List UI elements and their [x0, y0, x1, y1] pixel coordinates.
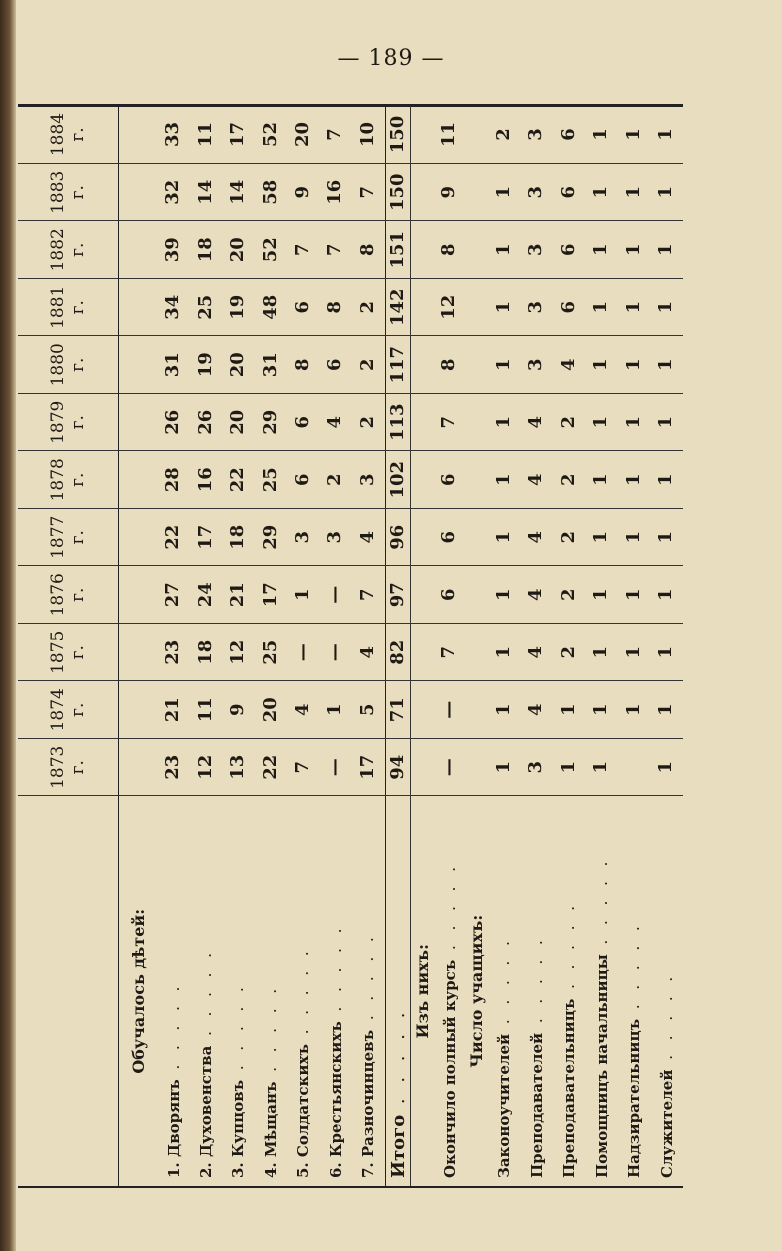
value-cell: 1	[651, 336, 684, 394]
value-cell: 33	[157, 106, 189, 164]
row-label-text: Законоучителей	[495, 1033, 514, 1178]
value-cell: 1	[586, 279, 619, 337]
completed-rows	[433, 106, 465, 1186]
value-cell: 8	[320, 279, 352, 337]
staff-row	[586, 106, 619, 1186]
leader-dots: . . . . .	[657, 971, 676, 1070]
value-cell: 6	[553, 106, 586, 164]
value-cell: 20	[255, 681, 287, 739]
value-cell: 6	[553, 164, 586, 222]
staff-rows	[488, 106, 683, 1186]
value-cell: 18	[190, 624, 222, 682]
value-cell: 3	[521, 164, 554, 222]
value-cell: 1	[618, 164, 651, 222]
value-cell: 5	[352, 681, 385, 739]
row-label-text: 4. Мѣщанъ	[261, 1081, 280, 1178]
value-cell: 1	[586, 221, 619, 279]
value-cell: 1	[488, 566, 521, 624]
value-cell: 27	[157, 566, 189, 624]
value-cell: 4	[287, 681, 319, 739]
row-label	[255, 796, 287, 1186]
value-cell: 17	[222, 106, 254, 164]
value-cell: 32	[157, 164, 189, 222]
row-label	[190, 796, 222, 1186]
value-cell: 28	[157, 451, 189, 509]
pupil-row	[255, 106, 287, 1186]
value-cell: 7	[352, 566, 385, 624]
year-header: 1875 г.	[18, 624, 119, 682]
year-header: 1873 г.	[18, 739, 119, 797]
row-label-text: Надзирательницъ	[625, 1018, 644, 1178]
value-cell: 117	[385, 336, 411, 394]
staff-row	[618, 106, 651, 1186]
value-cell: 24	[190, 566, 222, 624]
value-cell: 2	[553, 451, 586, 509]
total-rows	[385, 106, 411, 1186]
row-label-text: Помощницъ начальницы	[592, 954, 611, 1178]
row-label	[222, 796, 254, 1186]
value-cell: 6	[433, 451, 465, 509]
leader-dots: . . . . .	[495, 936, 514, 1034]
value-cell: 1	[651, 106, 684, 164]
value-cell: —	[320, 566, 352, 624]
value-cell: 1	[651, 566, 684, 624]
year-header: 1880 г.	[18, 336, 119, 394]
value-cell: 1	[488, 739, 521, 797]
value-cell: 11	[190, 681, 222, 739]
value-cell: 22	[222, 451, 254, 509]
value-cell: 34	[157, 279, 189, 337]
value-cell: 1	[618, 221, 651, 279]
value-cell: 17	[255, 566, 287, 624]
value-cell: 19	[190, 336, 222, 394]
value-cell: 1	[618, 279, 651, 337]
value-cell: 2	[553, 509, 586, 567]
value-cell: 151	[385, 221, 411, 279]
value-cell: —	[433, 739, 465, 797]
value-cell: 20	[222, 336, 254, 394]
value-cell: 94	[385, 739, 411, 797]
value-cell: 2	[352, 336, 385, 394]
value-cell: 1	[586, 566, 619, 624]
value-cell: 1	[586, 106, 619, 164]
section-heading-row	[119, 106, 158, 1186]
row-label	[586, 796, 619, 1186]
value-cell: 7	[320, 106, 352, 164]
value-cell: 11	[190, 106, 222, 164]
leader-dots: . . . . .	[440, 862, 459, 960]
row-label-text: 3. Купцовъ	[229, 1079, 248, 1178]
value-cell: 6	[287, 279, 319, 337]
value-cell: 1	[651, 739, 684, 797]
value-cell: 9	[222, 681, 254, 739]
value-cell: 14	[222, 164, 254, 222]
bottom-rule	[18, 1186, 683, 1188]
row-label-text: Окончило полный курсъ	[440, 959, 459, 1178]
row-label-text: Служителей	[657, 1069, 676, 1178]
value-cell: 7	[433, 624, 465, 682]
value-cell: 1	[586, 509, 619, 567]
value-cell: 1	[488, 624, 521, 682]
value-cell: 4	[521, 394, 554, 452]
value-cell: 1	[586, 336, 619, 394]
row-label	[553, 796, 586, 1186]
rotated-table	[18, 106, 683, 1186]
value-cell: —	[433, 681, 465, 739]
year-header: 1877 г.	[18, 509, 119, 567]
value-cell: 12	[222, 624, 254, 682]
value-cell: 29	[255, 509, 287, 567]
row-label	[385, 796, 411, 1186]
value-cell: 3	[521, 279, 554, 337]
value-cell: 52	[255, 221, 287, 279]
value-cell: 71	[385, 681, 411, 739]
year-header: 1879 г.	[18, 394, 119, 452]
value-cell: 58	[255, 164, 287, 222]
value-cell: 4	[521, 566, 554, 624]
value-cell: 25	[255, 451, 287, 509]
value-cell: 3	[521, 336, 554, 394]
pupil-rows	[157, 106, 385, 1186]
header-blank	[18, 796, 119, 1186]
row-label-text: Итого	[387, 1114, 409, 1178]
value-cell: 4	[521, 509, 554, 567]
value-cell: 13	[222, 739, 254, 797]
pupil-row	[287, 106, 319, 1186]
value-cell: 17	[352, 739, 385, 797]
value-cell: 1	[618, 566, 651, 624]
value-cell: 39	[157, 221, 189, 279]
value-cell: 7	[287, 739, 319, 797]
value-cell: 1	[618, 106, 651, 164]
pupil-row	[222, 106, 254, 1186]
pupil-row	[157, 106, 189, 1186]
row-label-text: 6. Крестьянскихъ	[326, 1021, 345, 1178]
row-label	[521, 796, 554, 1186]
value-cell: 8	[352, 221, 385, 279]
row-label-text: Преподавателей	[527, 1032, 546, 1178]
value-cell: 14	[190, 164, 222, 222]
value-cell: 25	[190, 279, 222, 337]
value-cell: 11	[433, 106, 465, 164]
value-cell: 23	[157, 624, 189, 682]
staff-row	[521, 106, 554, 1186]
leader-dots: . . . . .	[527, 935, 546, 1033]
value-cell: 1	[488, 451, 521, 509]
value-cell: 23	[157, 739, 189, 797]
value-cell: 1	[586, 681, 619, 739]
value-cell: 4	[521, 624, 554, 682]
value-cell	[618, 739, 651, 797]
of-them-heading-row	[411, 106, 434, 1186]
row-label	[157, 796, 189, 1186]
value-cell: 1	[651, 509, 684, 567]
row-label	[618, 796, 651, 1186]
value-cell: 6	[287, 394, 319, 452]
value-cell: 18	[190, 221, 222, 279]
value-cell: 113	[385, 394, 411, 452]
pupil-row	[190, 106, 222, 1186]
leader-dots: . . . . .	[294, 946, 313, 1045]
value-cell: 4	[352, 624, 385, 682]
value-cell: 96	[385, 509, 411, 567]
value-cell: 3	[521, 739, 554, 797]
value-cell: 2	[553, 566, 586, 624]
year-header: 1878 г.	[18, 451, 119, 509]
value-cell: 6	[320, 336, 352, 394]
leader-dots: . . . . .	[359, 932, 378, 1030]
leader-dots: . . . . .	[326, 923, 345, 1022]
value-cell: 1	[618, 624, 651, 682]
value-cell: 1	[651, 624, 684, 682]
value-cell: 1	[618, 336, 651, 394]
value-cell: 1	[488, 394, 521, 452]
value-cell: 2	[320, 451, 352, 509]
value-cell: 150	[385, 106, 411, 164]
value-cell: 19	[222, 279, 254, 337]
value-cell: 3	[287, 509, 319, 567]
value-cell: 1	[488, 221, 521, 279]
row-label	[320, 796, 352, 1186]
value-cell: 1	[586, 451, 619, 509]
year-header: 1883 г.	[18, 164, 119, 222]
value-cell: 2	[553, 624, 586, 682]
pupil-row	[352, 106, 385, 1186]
value-cell: 4	[352, 509, 385, 567]
value-cell: 1	[488, 509, 521, 567]
completed-row	[433, 106, 465, 1186]
value-cell: 2	[352, 279, 385, 337]
value-cell: 9	[287, 164, 319, 222]
value-cell: 142	[385, 279, 411, 337]
value-cell: 3	[521, 106, 554, 164]
row-label-text: 2. Духовенства	[196, 1045, 215, 1178]
row-label-text: Преподавательницъ	[560, 998, 579, 1178]
statistics-table-frame	[18, 106, 683, 1186]
value-cell: 18	[222, 509, 254, 567]
leader-dots: . . . . .	[261, 983, 280, 1082]
value-cell: 20	[222, 394, 254, 452]
row-label-text: 1. Дворянъ	[164, 1079, 183, 1178]
school-statistics-table	[18, 106, 683, 1186]
row-label	[287, 796, 319, 1186]
of-them-title: Изъ нихъ:	[412, 944, 432, 1039]
value-cell: 21	[157, 681, 189, 739]
staff-row	[488, 106, 521, 1186]
value-cell: 22	[255, 739, 287, 797]
value-cell: 150	[385, 164, 411, 222]
value-cell: 8	[433, 221, 465, 279]
leader-dots: . . . . .	[229, 982, 248, 1080]
value-cell: 1	[651, 164, 684, 222]
value-cell: 31	[255, 336, 287, 394]
row-label-text: 5. Солдатскихъ	[294, 1044, 313, 1178]
value-cell: 3	[521, 221, 554, 279]
pupils-section-title: Обучалось дѣтей:	[128, 908, 148, 1074]
value-cell: 20	[222, 221, 254, 279]
row-label	[352, 796, 385, 1186]
year-header: 1876 г.	[18, 566, 119, 624]
staff-row	[651, 106, 684, 1186]
value-cell: 1	[553, 739, 586, 797]
staff-heading-row	[466, 106, 488, 1186]
value-cell: 2	[553, 394, 586, 452]
value-cell: 10	[352, 106, 385, 164]
row-label	[488, 796, 521, 1186]
value-cell: 31	[157, 336, 189, 394]
value-cell: —	[287, 624, 319, 682]
value-cell: 26	[190, 394, 222, 452]
leader-dots: . . . . .	[560, 900, 579, 999]
value-cell: 4	[521, 681, 554, 739]
leader-dots: . . . . .	[387, 1007, 409, 1115]
value-cell: 16	[320, 164, 352, 222]
value-cell: 12	[433, 279, 465, 337]
value-cell: —	[320, 624, 352, 682]
value-cell: 6	[553, 221, 586, 279]
value-cell: 1	[651, 681, 684, 739]
value-cell: 7	[352, 164, 385, 222]
book-spine-shadow	[0, 0, 16, 1251]
value-cell: —	[320, 739, 352, 797]
year-header: 1881 г.	[18, 279, 119, 337]
value-cell: 1	[618, 451, 651, 509]
value-cell: 2	[488, 106, 521, 164]
value-cell: 1	[488, 336, 521, 394]
value-cell: 1	[287, 566, 319, 624]
leader-dots: . . . . .	[592, 856, 611, 955]
header-row	[18, 106, 119, 1186]
row-label-text: 7. Разночинцевъ	[359, 1029, 378, 1178]
pupil-row	[320, 106, 352, 1186]
value-cell: 17	[190, 509, 222, 567]
value-cell: 7	[320, 221, 352, 279]
value-cell: 1	[586, 394, 619, 452]
value-cell: 22	[157, 509, 189, 567]
value-cell: 82	[385, 624, 411, 682]
year-header: 1882 г.	[18, 221, 119, 279]
year-header: 1874 г.	[18, 681, 119, 739]
value-cell: 7	[433, 394, 465, 452]
value-cell: 6	[553, 279, 586, 337]
staff-section-title: Число учащихъ:	[467, 914, 487, 1068]
total-row	[385, 106, 411, 1186]
value-cell: 1	[586, 164, 619, 222]
value-cell: 7	[287, 221, 319, 279]
value-cell: 1	[553, 681, 586, 739]
value-cell: 9	[433, 164, 465, 222]
value-cell: 3	[352, 451, 385, 509]
value-cell: 8	[433, 336, 465, 394]
value-cell: 4	[553, 336, 586, 394]
value-cell: 1	[488, 279, 521, 337]
value-cell: 102	[385, 451, 411, 509]
value-cell: 1	[651, 451, 684, 509]
value-cell: 1	[651, 279, 684, 337]
value-cell: 1	[651, 394, 684, 452]
value-cell: 25	[255, 624, 287, 682]
value-cell: 1	[618, 509, 651, 567]
value-cell: 8	[287, 336, 319, 394]
page-number: — 189 —	[337, 46, 445, 71]
value-cell: 12	[190, 739, 222, 797]
value-cell: 1	[488, 164, 521, 222]
value-cell: 3	[320, 509, 352, 567]
staff-row	[553, 106, 586, 1186]
row-label	[651, 796, 684, 1186]
value-cell: 6	[433, 566, 465, 624]
value-cell: 16	[190, 451, 222, 509]
value-cell: 6	[287, 451, 319, 509]
value-cell: 1	[586, 624, 619, 682]
value-cell: 48	[255, 279, 287, 337]
value-cell: 6	[433, 509, 465, 567]
value-cell: 26	[157, 394, 189, 452]
value-cell: 1	[320, 681, 352, 739]
value-cell: 21	[222, 566, 254, 624]
value-cell: 97	[385, 566, 411, 624]
value-cell: 29	[255, 394, 287, 452]
value-cell: 20	[287, 106, 319, 164]
value-cell: 1	[488, 681, 521, 739]
value-cell: 4	[521, 451, 554, 509]
year-header: 1884 г.	[18, 106, 119, 164]
value-cell: 1	[618, 681, 651, 739]
value-cell: 4	[320, 394, 352, 452]
value-cell: 1	[651, 221, 684, 279]
row-label	[433, 796, 465, 1186]
value-cell: 1	[586, 739, 619, 797]
value-cell: 52	[255, 106, 287, 164]
leader-dots: . . . . .	[164, 981, 183, 1080]
value-cell: 1	[618, 394, 651, 452]
leader-dots: . . . . .	[196, 948, 215, 1046]
leader-dots: . . . . .	[625, 921, 644, 1019]
value-cell: 2	[352, 394, 385, 452]
